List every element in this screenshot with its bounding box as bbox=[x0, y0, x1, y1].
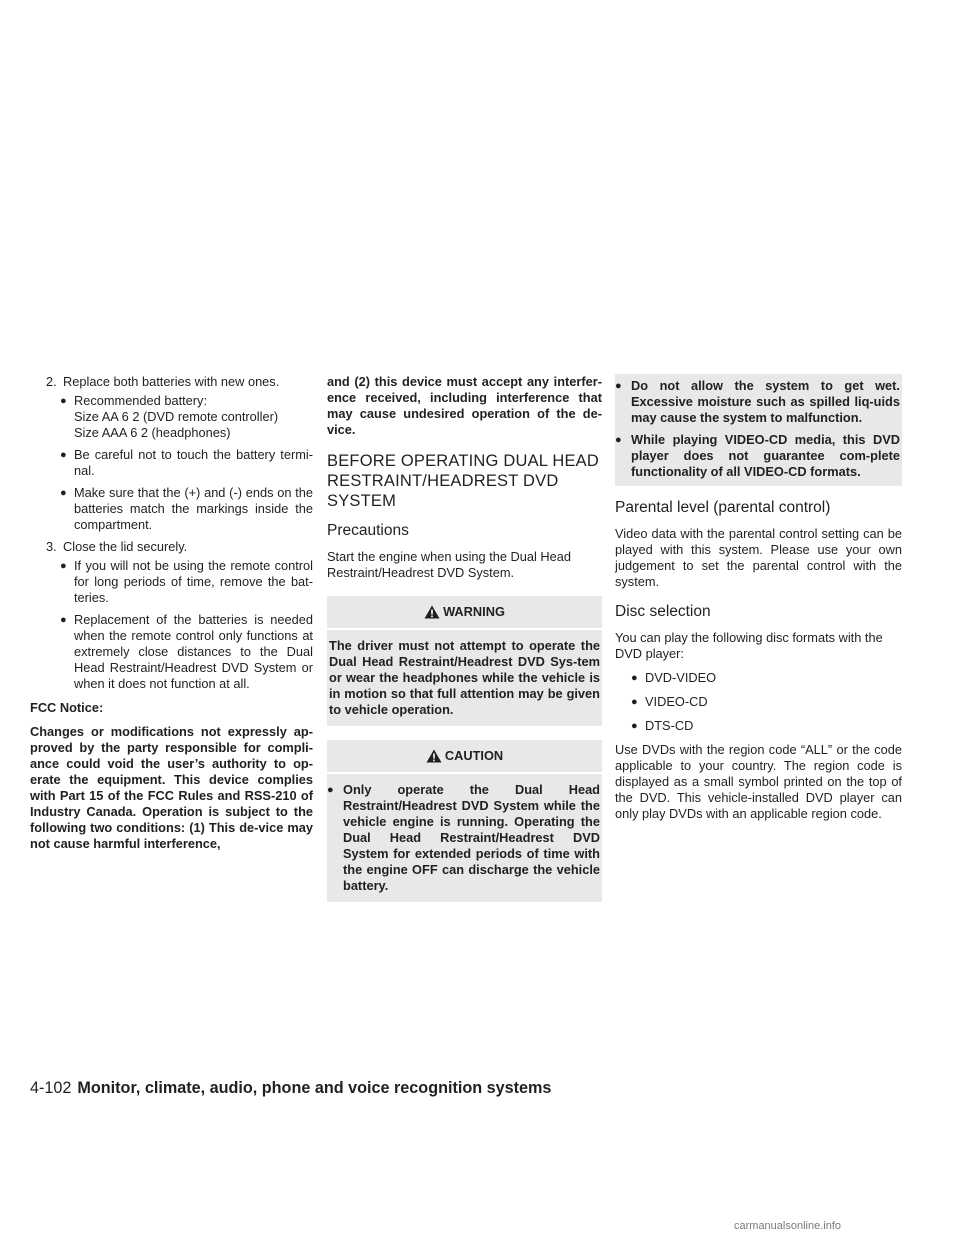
list-item bbox=[60, 393, 313, 441]
bullet-line: Size AAA 6 2 (headphones) bbox=[74, 425, 231, 440]
precautions-body: Start the engine when using the Dual Head Restraint/Headrest DVD System. bbox=[327, 549, 572, 580]
bullet-text: Replacement of the batteries is needed when the remote control only functions at extremely close distances to the Dual Head Restraint/Headrest DVD System or when it does not function at all. bbox=[74, 612, 313, 691]
list-item bbox=[60, 447, 313, 479]
caution-box bbox=[327, 740, 602, 902]
bullet-text: Be careful not to touch the battery termi-nal. bbox=[74, 447, 313, 478]
warning-body: The driver must not attempt to operate the Dual Head Restraint/Headrest DVD Sys-tem or wear the headphones while the vehicle is in motion so that full attention may be given to vehicle operation. bbox=[329, 638, 600, 717]
disc-heading: Disc selection bbox=[615, 603, 711, 620]
fcc-title: FCC Notice: bbox=[30, 700, 104, 715]
list-item bbox=[615, 432, 900, 480]
step-2 bbox=[46, 374, 313, 390]
bullet-icon: ● bbox=[615, 434, 622, 446]
list-item: ● DTS-CD bbox=[631, 718, 694, 733]
bullet-text: Make sure that the (+) and (-) ends on the batteries match the markings inside the compartment. bbox=[74, 485, 313, 532]
step-text: Replace both batteries with new ones. bbox=[63, 374, 280, 389]
bullet-icon: ● bbox=[60, 560, 67, 572]
bullet-icon: ● bbox=[60, 487, 67, 499]
chapter-title: Monitor, climate, audio, phone and voice recognition systems bbox=[77, 1079, 552, 1097]
warning-icon bbox=[424, 605, 440, 619]
bullet-icon: ● bbox=[327, 784, 334, 796]
list-item bbox=[60, 612, 313, 692]
warning-box bbox=[327, 596, 602, 726]
step-text: Close the lid securely. bbox=[63, 539, 188, 554]
step-3 bbox=[46, 539, 313, 555]
bullet-icon: ● bbox=[615, 380, 622, 392]
region-body: Use DVDs with the region code “ALL” or the code applicable to your country. The region code is displayed as a small symbol printed on the top of the DVD. This vehicle-installed DVD player can only play DVDs with an applicable region code. bbox=[615, 742, 902, 821]
column-2 bbox=[327, 374, 602, 902]
list-item: ● VIDEO-CD bbox=[631, 694, 708, 709]
bullet-icon: ● bbox=[60, 449, 67, 461]
caution-text: Do not allow the system to get wet. Excessive moisture such as spilled liq-uids may cause the system to malfunction. bbox=[631, 378, 900, 425]
list-item bbox=[615, 378, 900, 426]
bullet-icon: ● bbox=[60, 614, 67, 626]
disc-format-list bbox=[631, 670, 902, 734]
disc-intro: You can play the following disc formats with the DVD player: bbox=[615, 630, 883, 661]
bullet-line: Recommended battery: bbox=[74, 393, 208, 408]
step-number: 3. bbox=[46, 539, 57, 554]
bullet-icon: ● bbox=[631, 696, 638, 708]
bullet-icon: ● bbox=[631, 672, 638, 684]
caution-text: While playing VIDEO-CD media, this DVD player does not guarantee com-plete functionality of all VIDEO-CD formats. bbox=[631, 432, 900, 479]
step-2-bullets bbox=[60, 393, 313, 533]
list-item bbox=[327, 782, 600, 894]
bullet-text: If you will not be using the remote control for long periods of time, remove the bat-teries. bbox=[74, 558, 313, 605]
fcc-continued: and (2) this device must accept any interfer-ence received, including interference that may cause undesired operation of the de-vice. bbox=[327, 374, 602, 437]
column-3 bbox=[615, 374, 902, 822]
list-item bbox=[60, 558, 313, 606]
caution-text: Only operate the Dual Head Restraint/Headrest DVD System while the vehicle engine is running. Operating the Dual Head Restraint/Headrest DVD System for extended periods of time with the engine OFF can discharge the vehicle battery. bbox=[343, 782, 600, 893]
watermark: carmanualsonline.info bbox=[734, 1220, 842, 1232]
step-3-bullets bbox=[60, 558, 313, 692]
page-number: 4-102 bbox=[30, 1079, 72, 1097]
bullet-line: Size AA 6 2 (DVD remote controller) bbox=[74, 409, 279, 424]
step-number: 2. bbox=[46, 374, 57, 389]
precautions-heading: Precautions bbox=[327, 522, 409, 539]
bullet-icon: ● bbox=[60, 395, 67, 407]
caution-box-continued bbox=[615, 374, 902, 486]
parental-heading: Parental level (parental control) bbox=[615, 499, 831, 516]
fcc-body: Changes or modifications not expressly ap-proved by the party responsible for compli-ance could void the user’s authority to op-erate the equipment. This device complies with Part 15 of the FCC Rules and RSS-210 of Industry Canada. Operation is subject to the following two conditions: (1) This de-vice may not cause harmful interference, bbox=[30, 724, 313, 851]
parental-body: Video data with the parental control setting can be played with this system. Please use your own judgement to set the parental control with the system. bbox=[615, 526, 902, 589]
list-item bbox=[60, 485, 313, 533]
page-footer bbox=[30, 1079, 551, 1098]
caution-title: CAUTION bbox=[327, 740, 602, 766]
bullet-icon: ● bbox=[631, 720, 638, 732]
warning-title: WARNING bbox=[327, 596, 602, 622]
list-item: ● DVD-VIDEO bbox=[631, 670, 717, 685]
caution-icon bbox=[426, 749, 442, 763]
column-1 bbox=[30, 374, 313, 852]
section-title: BEFORE OPERATING DUAL HEAD RESTRAINT/HEADREST DVD SYSTEM bbox=[327, 452, 599, 510]
